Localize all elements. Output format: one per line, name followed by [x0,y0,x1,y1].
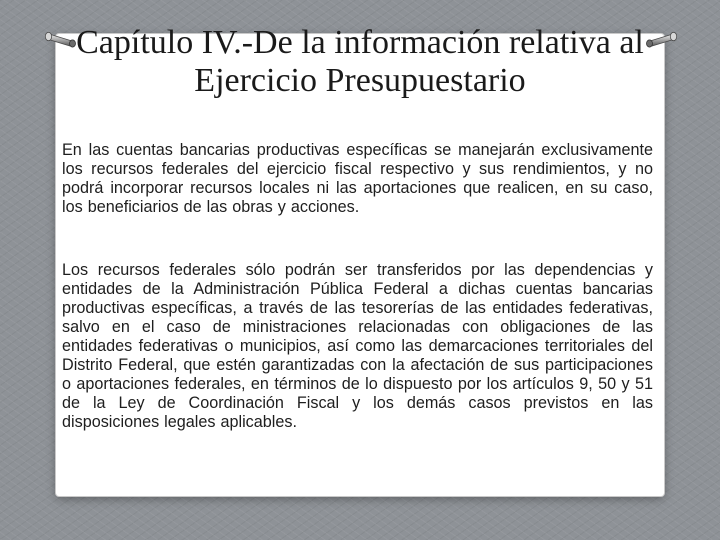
body-paragraph-1: En las cuentas bancarias productivas específicas se manejarán exclusivamente los recursos federales del ejercicio fiscal respectivo y sus rendimientos, y no podrá incorporar recursos locales ni las aportaciones que realicen, en su caso, los beneficiarios de las obras y acciones. [62,141,653,216]
slide-title: Capítulo IV.-De la información relativa al Ejercicio Presupuestario [76,24,644,99]
body-paragraph-2: Los recursos federales sólo podrán ser transferidos por las dependencias y entidades de la Administración Pública Federal a dichas cuentas bancarias productivas específicas, a través de las tesorerías de las entidades federativas, salvo en el caso de ministraciones relacionadas con obligaciones de las entidades federativas o municipios, así como las demarcaciones territoriales del Distrito Federal, que estén garantizadas con la afectación de sus participaciones o aportaciones federales, en términos de lo dispuesto por los artículos 9, 50 y 51 de la Ley de Coordinación Fiscal y los demás casos previstos en las disposiciones legales aplicables. [62,261,653,431]
